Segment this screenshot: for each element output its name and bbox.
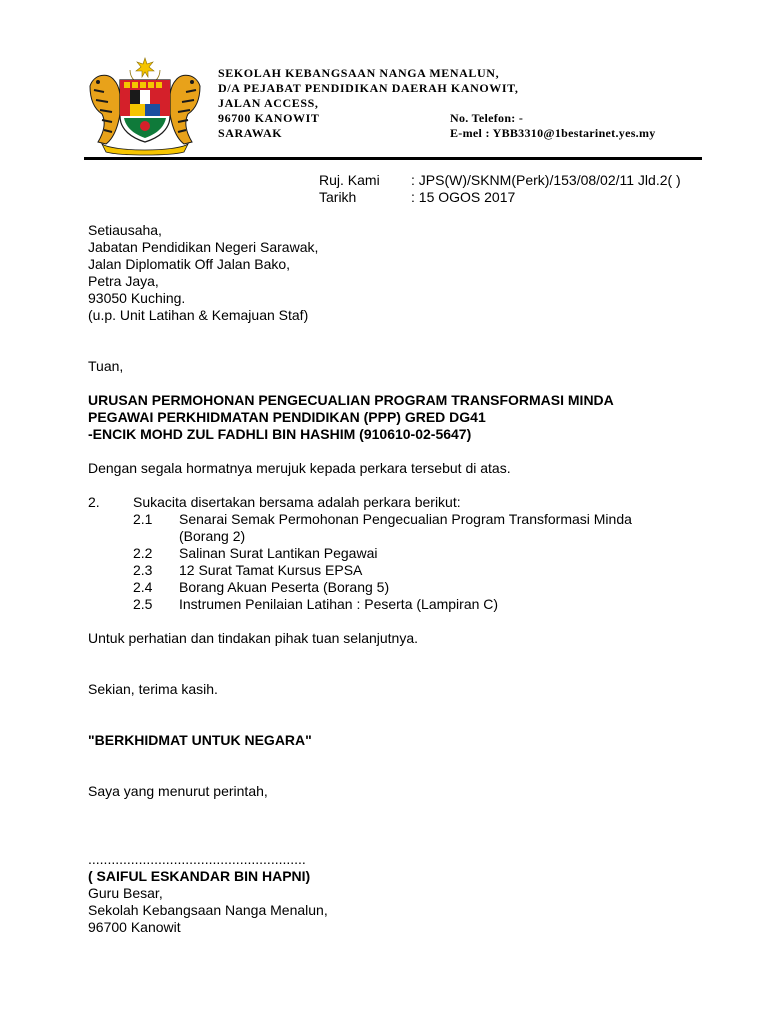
- signatory-title: Guru Besar,: [88, 885, 163, 901]
- intro-paragraph: Dengan segala hormatnya merujuk kepada perkara tersebut di atas.: [88, 460, 511, 476]
- recipient-line: (u.p. Unit Latihan & Kemajuan Staf): [88, 307, 309, 323]
- item-2: [88, 494, 708, 511]
- subitem-number: 2.4: [133, 579, 153, 595]
- subitem-text: Senarai Semak Permohonan Pengecualian Program Transformasi Minda: [179, 511, 632, 527]
- date-label: Tarikh: [319, 189, 357, 205]
- subitem-continuation: (Borang 2): [179, 528, 246, 544]
- signatory-school: Sekolah Kebangsaan Nanga Menalun,: [88, 902, 328, 918]
- subitem-number: 2.1: [133, 511, 153, 527]
- phone-number: No. Telefon: -: [450, 111, 524, 125]
- subject-line: PEGAWAI PERKHIDMATAN PENDIDIKAN (PPP) GRED DG41: [88, 409, 486, 425]
- subitem-number: 2.2: [133, 545, 153, 561]
- recipient-line: Petra Jaya,: [88, 273, 159, 289]
- subitem-text: Instrumen Penilaian Latihan : Peserta (Lampiran C): [179, 596, 499, 612]
- subject-line: -ENCIK MOHD ZUL FADHLI BIN HASHIM (910610-02-5647): [88, 426, 472, 442]
- address-line: SARAWAK: [218, 126, 283, 140]
- ruj-value: : JPS(W)/SKNM(Perk)/153/08/02/11 Jld.2( ): [411, 172, 681, 188]
- item-number: 2.: [88, 494, 100, 510]
- item-text: Sukacita disertakan bersama adalah perkara berikut:: [133, 494, 461, 510]
- ruj-label: Ruj. Kami: [319, 172, 380, 188]
- reference-block: [319, 172, 681, 206]
- email-address: E-mel : YBB3310@1bestarinet.yes.my: [450, 126, 656, 140]
- date-value: : 15 OGOS 2017: [411, 189, 516, 205]
- signatory-town: 96700 Kanowit: [88, 919, 181, 935]
- list-item: [88, 579, 708, 596]
- list-item: [88, 562, 708, 579]
- school-name: SEKOLAH KEBANGSAAN NANGA MENALUN,: [218, 66, 500, 80]
- subitem-text: Salinan Surat Lantikan Pegawai: [179, 545, 378, 561]
- closing-action: Untuk perhatian dan tindakan pihak tuan selanjutnya.: [88, 630, 419, 646]
- signoff: Saya yang menurut perintah,: [88, 783, 268, 799]
- recipient-line: Jabatan Pendidikan Negeri Sarawak,: [88, 239, 319, 255]
- signature-line: ........................................................: [88, 851, 306, 867]
- subitem-number: 2.3: [133, 562, 153, 578]
- subitem-number: 2.5: [133, 596, 153, 612]
- address-line: D/A PEJABAT PENDIDIKAN DAERAH KANOWIT,: [218, 81, 519, 95]
- contact-info: [450, 111, 656, 141]
- recipient-line: Jalan Diplomatik Off Jalan Bako,: [88, 256, 291, 272]
- recipient-line: 93050 Kuching.: [88, 290, 186, 306]
- closing-thanks: Sekian, terima kasih.: [88, 681, 218, 697]
- list-item: [88, 596, 708, 613]
- salutation: Tuan,: [88, 358, 124, 374]
- subject-line: URUSAN PERMOHONAN PENGECUALIAN PROGRAM TRANSFORMASI MINDA: [88, 392, 614, 408]
- list-item: [88, 511, 708, 528]
- header-divider: [84, 157, 702, 160]
- malaysia-coat-of-arms-icon: [84, 56, 206, 156]
- subject: [88, 392, 708, 443]
- subitem-text: Borang Akuan Peserta (Borang 5): [179, 579, 390, 595]
- letter-body: [88, 222, 708, 936]
- subitem-text: 12 Surat Tamat Kursus EPSA: [179, 562, 363, 578]
- signatory-name: ( SAIFUL ESKANDAR BIN HAPNI): [88, 868, 311, 884]
- motto: "BERKHIDMAT UNTUK NEGARA": [88, 732, 312, 748]
- recipient-address: [88, 222, 708, 324]
- recipient-line: Setiausaha,: [88, 222, 162, 238]
- list-item: [88, 545, 708, 562]
- address-line: 96700 KANOWIT: [218, 111, 320, 125]
- address-line: JALAN ACCESS,: [218, 96, 319, 110]
